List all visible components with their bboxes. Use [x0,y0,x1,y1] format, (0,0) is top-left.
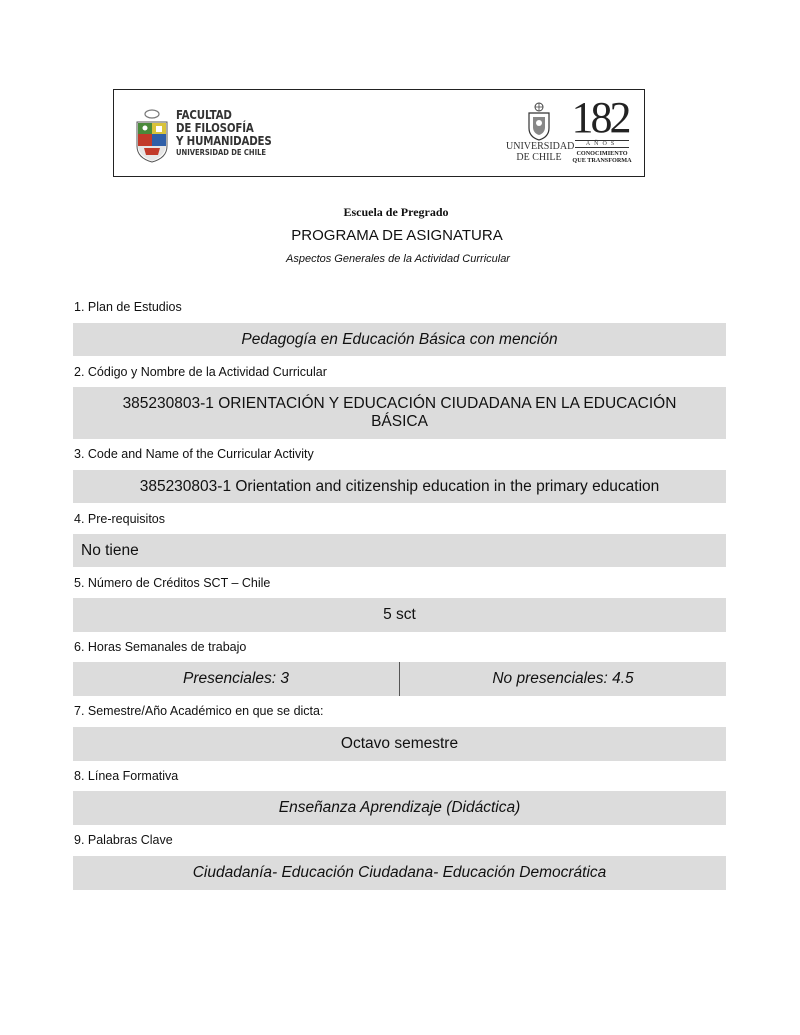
prerequisites-field [73,534,726,567]
code-name-value-line-2: BÁSICA [371,413,428,430]
code-name-value-line-1: 385230803-1 ORIENTACIÓN Y EDUCACIÓN CIUDADANA EN LA EDUCACIÓN [122,395,677,412]
code-name-english-field [73,470,726,503]
keywords-label: 9. Palabras Clave [74,833,173,847]
university-name-line-1: UNIVERSIDAD [506,141,575,152]
semester-value: Octavo semestre [340,735,459,752]
anniversary-tagline-2: QUE TRANSFORMA [572,156,632,164]
university-crest-icon [525,102,553,142]
credits-field [73,598,726,632]
weekly-hours-field [73,662,726,696]
anniversary-years: AÑOS [575,140,629,148]
school-title: Escuela de Pregrado [343,205,449,219]
semester-field [73,727,726,761]
training-line-label: 8. Línea Formativa [74,769,179,783]
hours-no-presencial: No presenciales: 4.5 [492,670,634,687]
faculty-name-line-2: DE FILOSOFÍA [176,120,254,136]
program-title: PROGRAMA DE ASIGNATURA [291,227,503,244]
aspects-subtitle: Aspectos Generales de la Actividad Curricular [286,253,510,265]
code-name-label: 2. Código y Nombre de la Actividad Curricular [74,365,327,379]
credits-value: 5 sct [383,606,416,623]
training-line-field [73,791,726,825]
prerequisites-label: 4. Pre-requisitos [74,512,166,526]
code-name-english-label: 3. Code and Name of the Curricular Activity [74,447,314,461]
hours-presencial: Presenciales: 3 [73,662,400,696]
anniversary-number: 182 [571,93,629,142]
faculty-name-line-1: FACULTAD [176,107,232,122]
plan-value: Pedagogía en Educación Básica con mención [241,331,558,348]
keywords-value: Ciudadanía- Educación Ciudadana- Educación Democrática [192,864,607,881]
university-name-line-2: DE CHILE [516,151,562,163]
faculty-university: UNIVERSIDAD DE CHILE [176,148,267,158]
faculty-logo [134,108,293,164]
semester-label: 7. Semestre/Año Académico en que se dicta: [74,704,324,718]
keywords-field [73,856,726,890]
code-name-english-value: 385230803-1 Orientation and citizenship education in the primary education [139,478,660,495]
university-logo [506,102,575,163]
anniversary-logo [571,93,632,164]
plan-field [73,323,726,356]
weekly-hours-label: 6. Horas Semanales de trabajo [74,640,247,654]
credits-label: 5. Número de Créditos SCT – Chile [74,576,271,590]
plan-label: 1. Plan de Estudios [74,300,182,314]
anniversary-tagline-1: CONOCIMIENTO [576,149,628,157]
faculty-shield-icon [134,108,170,164]
training-line-value: Enseñanza Aprendizaje (Didáctica) [278,799,521,816]
code-name-field [73,387,726,439]
header-logo-box [113,89,645,177]
prerequisites-value: No tiene [81,542,139,559]
faculty-name-line-3: Y HUMANIDADES [176,133,272,149]
